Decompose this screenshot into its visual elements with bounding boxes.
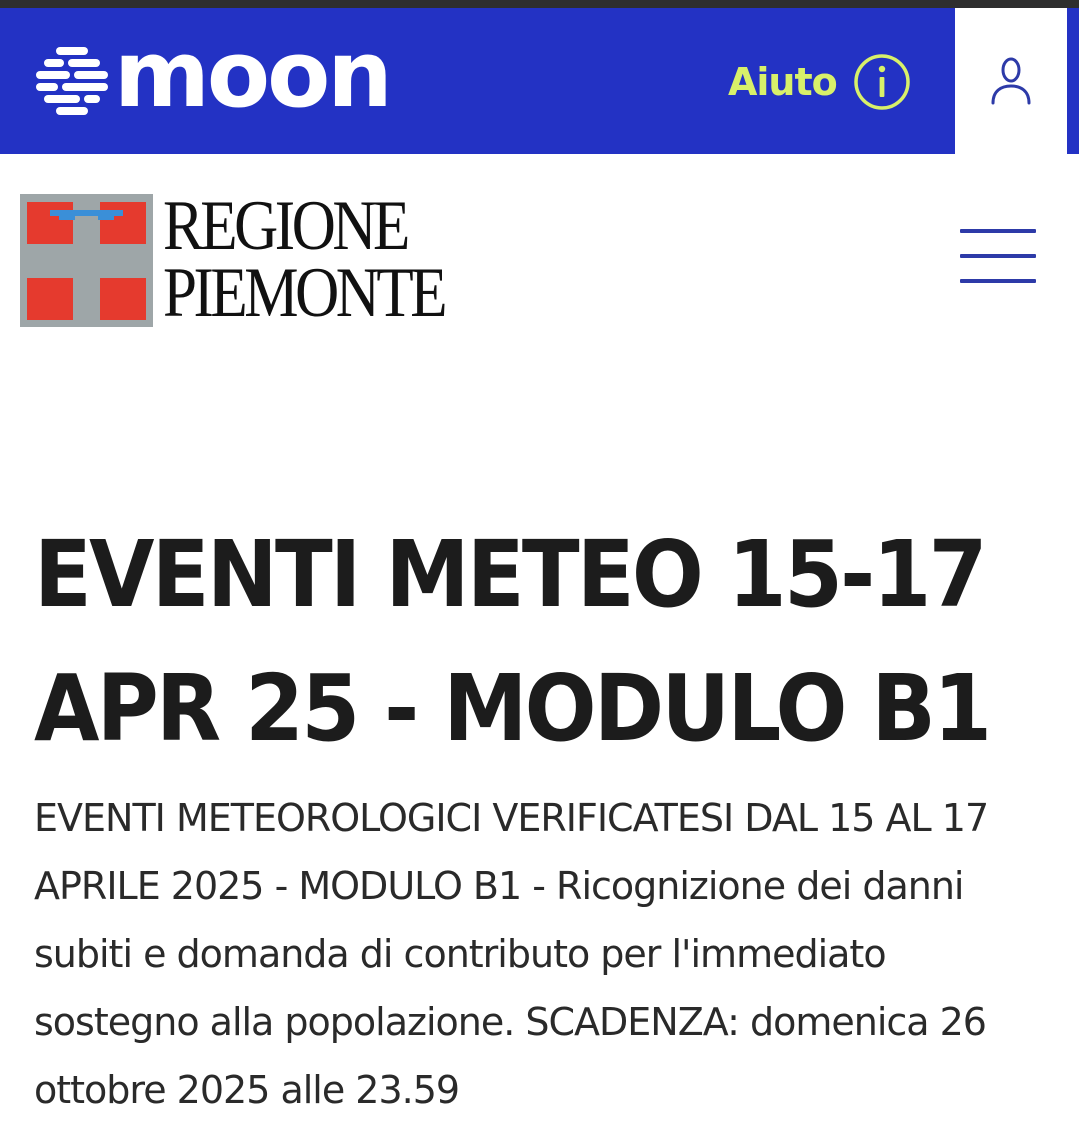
user-icon (989, 55, 1033, 107)
page-title-line-1: EVENTI METEO 15-17 (34, 521, 985, 628)
page-title (34, 508, 990, 776)
hamburger-menu-icon-bar (960, 254, 1036, 258)
brand-name: moon (114, 21, 390, 128)
regione-piemonte-emblem (20, 194, 153, 327)
header-edge (1067, 8, 1079, 154)
status-strip (0, 0, 1079, 8)
moon-logo-icon (34, 43, 110, 119)
logo-line-1: REGIONE (163, 187, 407, 265)
page-title-line-2: APR 25 - MODULO B1 (34, 655, 990, 762)
moon-logo-link[interactable] (34, 21, 390, 128)
logo-wordmark (163, 187, 445, 332)
site-header (0, 8, 1079, 154)
hamburger-menu-icon (960, 229, 1036, 233)
hamburger-menu-icon-bar (960, 279, 1036, 283)
logo-line-2: PIEMONTE (163, 254, 445, 332)
help-label: Aiuto (728, 60, 837, 104)
user-account-button[interactable] (955, 8, 1067, 154)
page-description: EVENTI METEOROLOGICI VERIFICATESI DAL 15 AL 17 APRILE 2025 - MODULO B1 - Ricognizione dei danni subiti e domanda di contributo per l'immediato sostegno alla popolazione. SCADENZA: domenica 26 ottobre 2025 alle 23.59 (34, 796, 989, 1112)
hamburger-menu-button[interactable] (958, 224, 1038, 288)
regione-piemonte-logo[interactable] (20, 187, 490, 332)
help-link[interactable] (728, 48, 911, 116)
info-icon (853, 53, 911, 111)
